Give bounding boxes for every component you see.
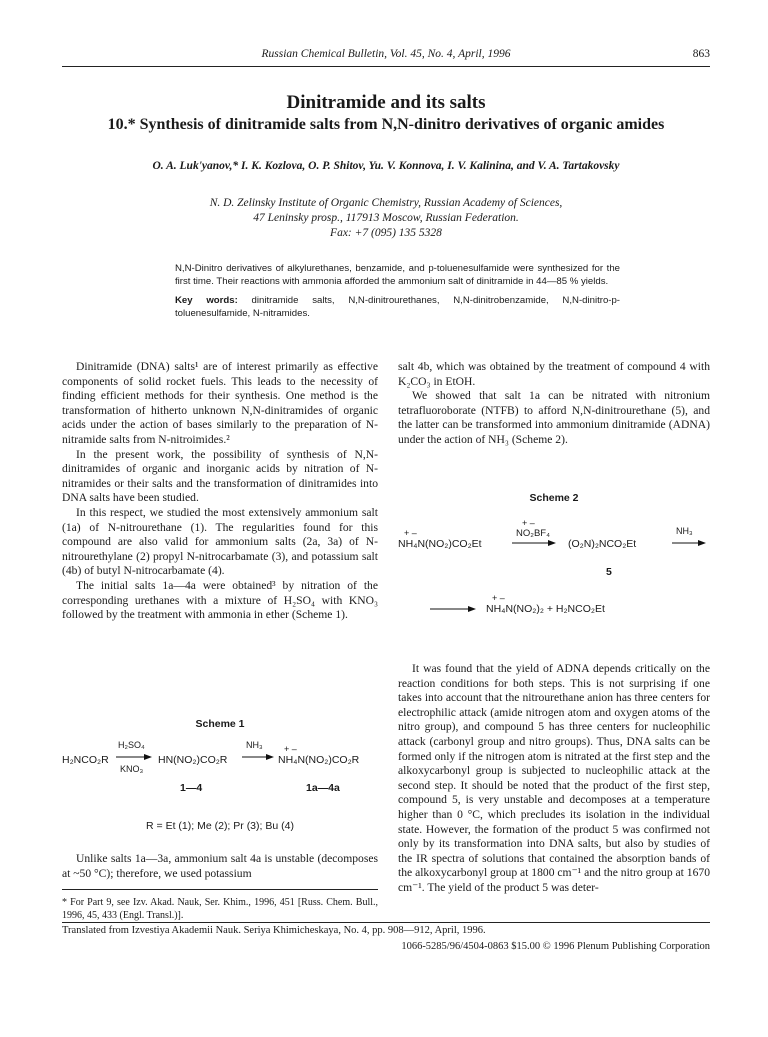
paragraph: The initial salts 1a—4a were obtained³ by nitration of the corresponding urethanes with a mixture of H₂SO₄ with KNO₃ followed by the treatment with ammonia in ether (Scheme 1). — [62, 578, 378, 622]
paragraph: In the present work, the possibility of synthesis of N,N-dinitramides of organic and inorganic acids by nitration of N-nitramides or their salts and the transformation of dinitramides into DNA salts have been studied. — [62, 447, 378, 505]
scheme1-title: Scheme 1 — [195, 718, 245, 730]
scheme2-arrow-1 — [512, 538, 556, 548]
scheme1-arrow-1 — [116, 752, 152, 762]
paragraph: Unlike salts 1a—3a, ammonium salt 4a is unstable (decomposes at ~50 °C); therefore, we used potassium — [62, 852, 378, 880]
scheme1-reagent-2: NH₃ — [246, 740, 263, 750]
scheme2-product-charges: + – — [492, 593, 505, 603]
left-column — [62, 360, 378, 623]
scheme2-arrow-2 — [672, 538, 706, 548]
affiliation-line: 47 Leninsky prosp., 117913 Moscow, Russian Federation. — [253, 212, 519, 224]
paragraph: Dinitramide (DNA) salts¹ are of interest primarily as effective components of solid rocket fuels. This leads to the necessity of finding efficient methods for their synthesis. One method is the transformation of hitherto unknown N,N-dinitramides of organic acids under the action of bases similarly to the preparation of N-nitramide salts from N-nitroimides.² — [62, 360, 378, 446]
scheme1-product: NH₄N(NO₂)CO₂R — [278, 754, 360, 766]
scheme1-intermediate: HN(NO₂)CO₂R — [158, 754, 228, 766]
keywords-list: dinitramide salts, N,N-dinitrourethanes, N,N-dinitrobenzamide, N,N-dinitro-p-toluenesulfamide, N-nitramides. — [175, 295, 621, 319]
journal-citation: Russian Chemical Bulletin, Vol. 45, No. 4, April, 1996 — [261, 48, 511, 60]
scheme2-reagent-1: NO₂BF₄ — [516, 528, 550, 539]
abstract-text: N,N-Dinitro derivatives of alkylurethanes, benzamide, and p-toluenesulfamide were synthesized for the first time. Their reactions with ammonia afforded the ammonium salt of dinitramide in 44—85 % yields. — [175, 263, 620, 287]
keywords — [175, 294, 620, 320]
scheme1-reagent-bottom: KNO₃ — [120, 764, 144, 774]
affiliation-fax: Fax: +7 (095) 135 5328 — [330, 227, 442, 239]
scheme1-legend: R = Et (1); Me (2); Pr (3); Bu (4) — [146, 820, 294, 832]
scheme2-arrow-3 — [430, 604, 476, 614]
footnote-rule — [62, 889, 378, 890]
right-column — [398, 360, 710, 448]
author-list: O. A. Luk'yanov,* I. K. Kozlova, O. P. Shitov, Yu. V. Konnova, I. V. Kalinina, and V. A. Tartakovsky — [152, 160, 620, 172]
footnote: * For Part 9, see Izv. Akad. Nauk, Ser. Khim., 1996, 451 [Russ. Chem. Bull., 1996, 45, 433 (Engl. Transl.)]. — [62, 897, 378, 921]
scheme2-reagent-2: NH₃ — [676, 526, 693, 536]
paragraph: In this respect, we studied the most extensively ammonium salt (1a) of N-nitrourethane (1). The regularities found for this compound are also valid for ammonium salts (2a, 3a) of N-nitrourethylane (2) propyl N-nitrocarbamate (3), and potassium salt (4b) of butyl N-nitrocarbamate (4). — [62, 505, 378, 578]
article-title: Dinitramide and its salts — [286, 92, 486, 113]
scheme1-reactant: H₂NCO₂R — [62, 754, 109, 766]
keywords-label: Key words: — [175, 295, 238, 306]
paragraph: salt 4b, which was obtained by the treatment of compound 4 with K₂CO₃ in EtOH. — [398, 360, 710, 388]
scheme1-arrow-2 — [242, 752, 274, 762]
paragraph: We showed that salt 1a can be nitrated with nitronium tetrafluoroborate (NTFB) to afford N,N-dinitrourethane (5), and the latter can be transformed into ammonium dinitramide (ADNA) under the action of NH₃ (Scheme 2). — [398, 389, 710, 446]
paragraph: It was found that the yield of ADNA depends critically on the reaction conditions for both steps. This is not surprising if one takes into account that the nitrourethane anion has three centers for electrophilic attack (amide nitrogen atom and oxygen atoms of the nitro group), and compound 5 has three centers for nucleophilic attack (carbonyl group and nitro groups). Thus, DNA salts can be formed only if the nitrogen atom is nitrated at the first step and the alkoxycarbonyl group is subjected to nucleophilic attack at the second step. It should be noted that the product of the first step, compound 5, is very unstable and decomposes at a temperature higher than 0 °C, which precludes its isolation in the individual state. However, the formation of the product 5 was confirmed not only by its transformation into DNA salts, but also by studies of the IR spectra of solutions that contained the absorption bands of the alkoxycarbonyl group at 1800 cm⁻¹ and the nitro group at 1670 cm⁻¹. The yield of the product 5 was deter- — [398, 662, 710, 894]
scheme1-label-intermediate: 1—4 — [180, 782, 203, 794]
affiliation-line: N. D. Zelinsky Institute of Organic Chemistry, Russian Academy of Sciences, — [209, 197, 563, 209]
scheme2-intermediate: (O₂N)₂NCO₂Et — [568, 538, 637, 550]
scheme2-reagent1-charges: + – — [522, 518, 535, 528]
page-number: 863 — [692, 48, 710, 60]
scheme2-label-intermediate: 5 — [606, 566, 612, 578]
scheme1-label-product: 1a—4a — [306, 782, 340, 794]
affiliation — [62, 196, 710, 241]
abstract — [175, 262, 620, 320]
copyright-line: 1066-5285/96/4504-0863 $15.00 © 1996 Plenum Publishing Corporation — [401, 941, 710, 952]
scheme1-product-charges: + – — [284, 744, 297, 754]
scheme2-reactant-charges: + – — [404, 528, 417, 538]
right-column-continued — [398, 662, 710, 896]
header-rule — [62, 66, 710, 67]
article-subtitle: 10.* Synthesis of dinitramide salts from N,N-dinitro derivatives of organic amides — [107, 116, 665, 133]
scheme2-product: NH₄N(NO₂)₂ + H₂NCO₂Et — [486, 603, 605, 615]
translation-note: Translated from Izvestiya Akademii Nauk. Seriya Khimicheskaya, No. 4, pp. 908—912, April, 1996. — [62, 925, 486, 936]
footer-rule — [62, 922, 710, 923]
scheme2-reactant: NH₄N(NO₂)CO₂Et — [398, 538, 482, 550]
running-header — [62, 48, 710, 66]
scheme1-reagent-top: H₂SO₄ — [118, 740, 145, 750]
left-column-continued — [62, 852, 378, 881]
scheme2-title: Scheme 2 — [529, 492, 579, 504]
